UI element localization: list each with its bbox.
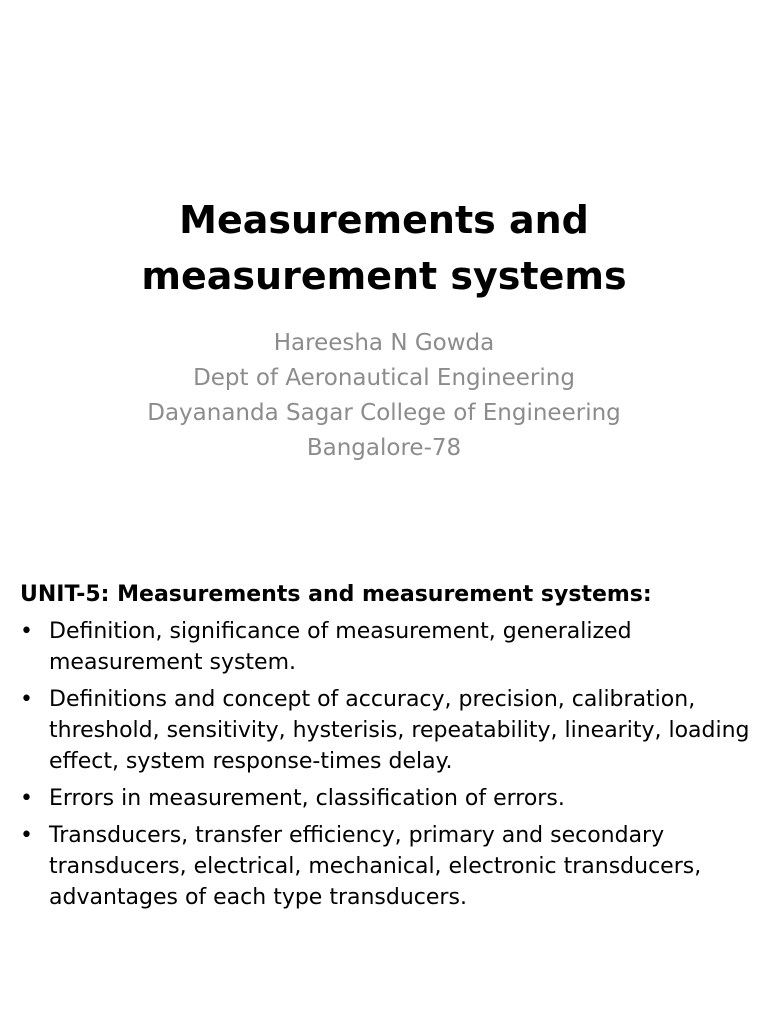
bullet-glyph: • [20,786,33,811]
bullet-glyph: • [20,823,33,848]
bullet-glyph: • [20,619,33,644]
presentation-title [40,192,728,304]
unit-heading: UNIT-5: Measurements and measurement systems: [20,582,652,607]
list-item [20,616,750,678]
list-item [20,684,750,777]
author-block [40,326,728,466]
list-item-text: Definition, significance of measurement, generalized measurement system. [49,619,632,675]
author-department: Dept of Aeronautical Engineering [193,365,575,391]
syllabus-slide [0,512,768,1024]
author-college: Dayananda Sagar College of Engineering [147,400,621,426]
author-city: Bangalore-78 [306,435,462,461]
title-line: Measurements and [179,198,589,242]
list-item [20,820,750,913]
bullet-glyph: • [20,687,33,712]
list-item-text: Transducers, transfer efficiency, primary and secondary transducers, electrical, mechanical, electronic transducers, advantages of each type transducers. [49,823,702,910]
syllabus-bullet-list [20,616,750,919]
list-item [20,783,750,814]
list-item-text: Errors in measurement, classification of errors. [49,786,565,811]
list-item-text: Definitions and concept of accuracy, precision, calibration, threshold, sensitivity, hysterisis, repeatability, linearity, loading effect, system response-times delay. [49,687,750,774]
author-name: Hareesha N Gowda [273,330,495,356]
title-line: measurement systems [141,254,627,298]
